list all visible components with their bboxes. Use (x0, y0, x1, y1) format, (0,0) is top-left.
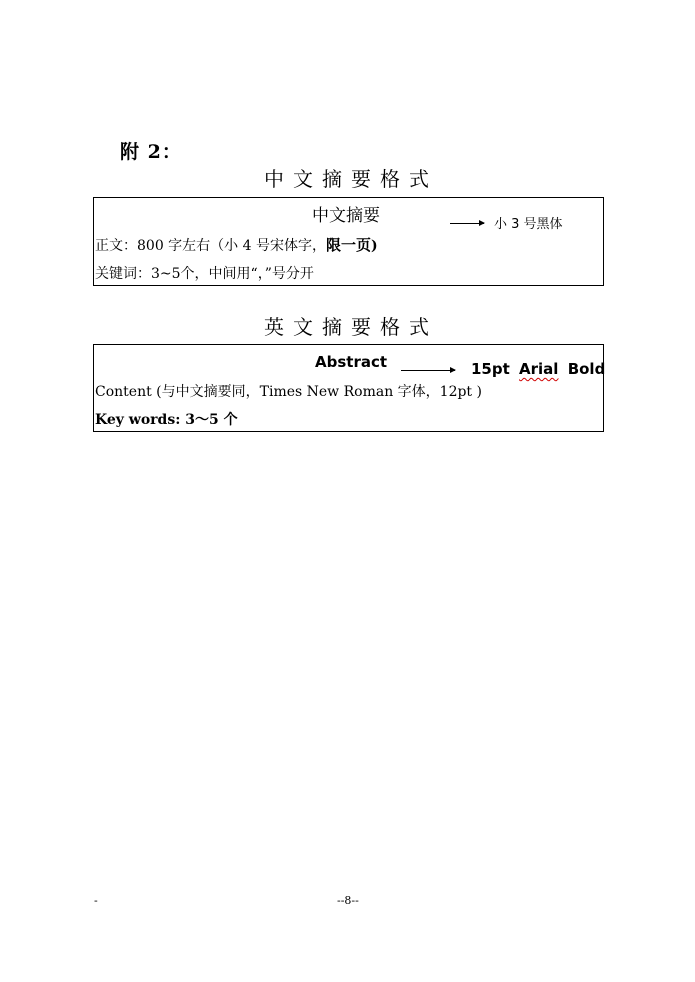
chinese-abstract-box (93, 197, 604, 286)
english-abstract-format-heading: 英文摘要格式 (264, 315, 438, 339)
chinese-abstract-title: 中文摘要 (312, 206, 380, 226)
english-content-line: Content (与中文摘要同，Times New Roman 字体，12pt ) (95, 384, 482, 400)
chinese-abstract-format-heading: 中文摘要格式 (264, 167, 438, 191)
note-size: 15pt (471, 360, 510, 378)
arrow-right-icon (401, 370, 455, 371)
appendix-label: 附 2： (120, 141, 182, 163)
page-number: --8-- (337, 894, 359, 907)
arrow-right-icon (450, 223, 484, 224)
english-abstract-box (93, 344, 604, 432)
note-weight: Bold (567, 360, 606, 378)
note-font: Arial (519, 360, 559, 378)
chinese-keywords-line: 关键词：3~5个，中间用“，”号分开 (95, 266, 314, 282)
english-title-format-note (471, 360, 605, 378)
body-suffix: ) (371, 238, 378, 254)
body-text: 正文：800 字左右（小 4 号宋体字， (95, 238, 326, 254)
chinese-abstract-body-line (95, 234, 378, 255)
body-emphasis: 限一页 (325, 236, 371, 254)
english-keywords-line: Key words: 3～5 个 (95, 412, 238, 428)
english-abstract-title: Abstract (315, 353, 388, 371)
footer-left-mark: - (94, 894, 98, 907)
chinese-title-format-note: 小 3 号黑体 (494, 217, 563, 232)
